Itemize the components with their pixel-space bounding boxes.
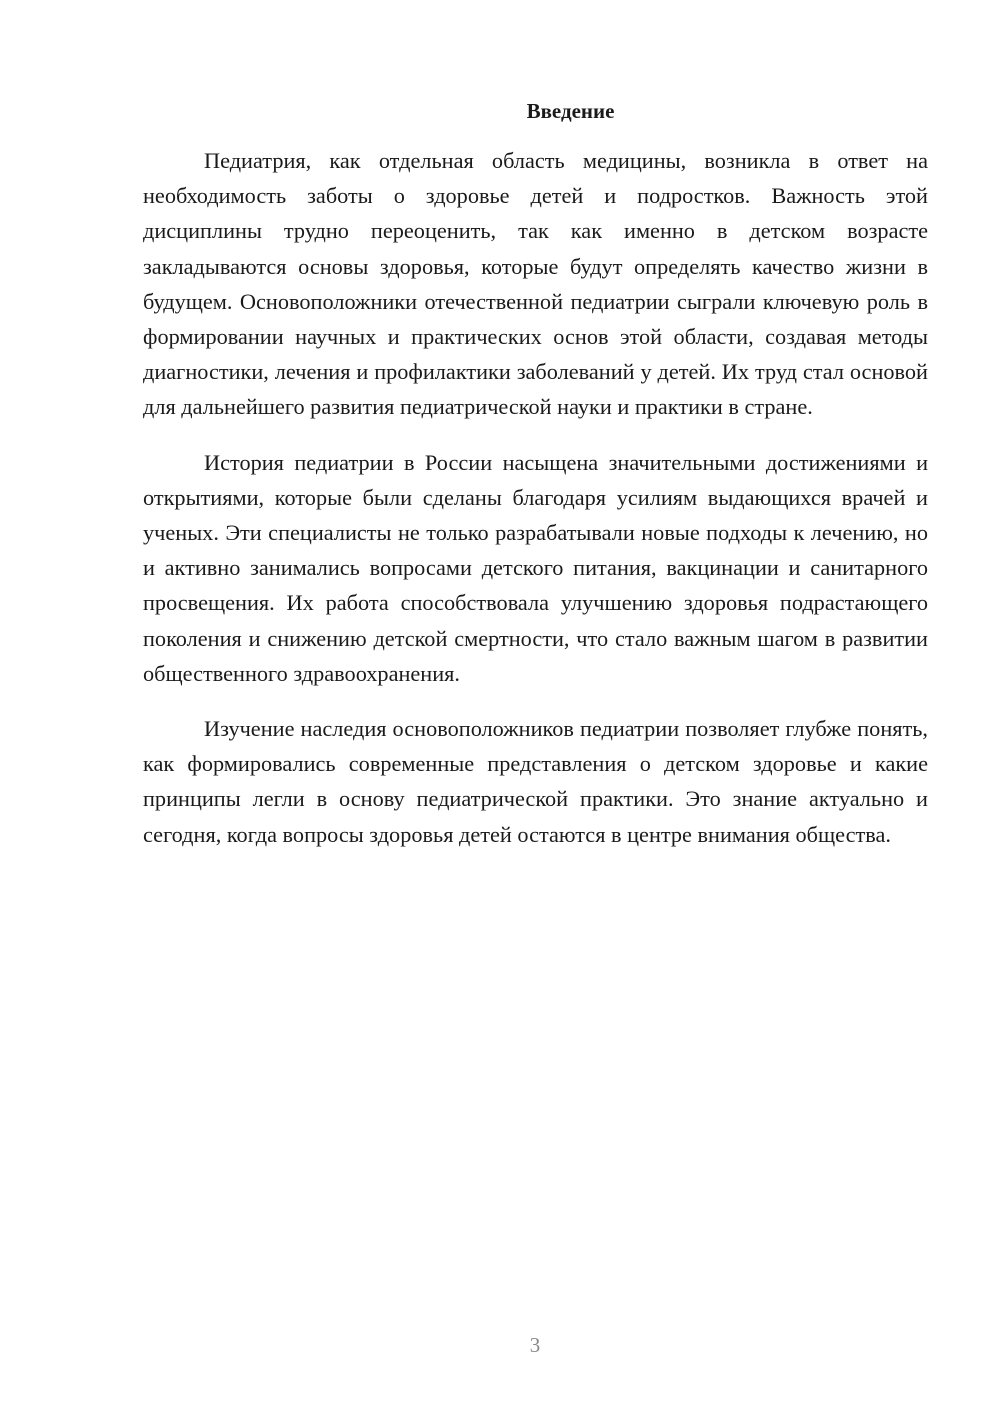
body-text (143, 143, 928, 872)
section-title: Введение (526, 99, 615, 123)
paragraph-1: Педиатрия, как отдельная область медицины, возникла в ответ на необходимость заботы о здоровье детей и подростков. Важность этой дисциплины трудно переоценить, так как именно в детском возрасте закладываются основы здоровья, которые будут определять качество жизни в будущем. Основоположники отечественной педиатрии сыграли ключевую роль в формировании научных и практических основ этой области, создавая методы диагностики, лечения и профилактики заболеваний у детей. Их труд стал основой для дальнейшего развития педиатрической науки и практики в стране. (143, 148, 928, 420)
paragraph-3: Изучение наследия основоположников педиатрии позволяет глубже понять, как формировались современные представления о детском здоровье и какие принципы легли в основу педиатрической практики. Это знание актуально и сегодня, когда вопросы здоровья детей остаются в центре внимания общества. (143, 716, 928, 847)
paragraph-2: История педиатрии в России насыщена значительными достижениями и открытиями, которые были сделаны благодаря усилиям выдающихся врачей и ученых. Эти специалисты не только разрабатывали новые подходы к лечению, но и активно занимались вопросами детского питания, вакцинации и санитарного просвещения. Их работа способствовала улучшению здоровья подрастающего поколения и снижению детской смертности, что стало важным шагом в развитии общественного здравоохранения. (143, 449, 928, 686)
page-number: 3 (529, 1333, 541, 1357)
